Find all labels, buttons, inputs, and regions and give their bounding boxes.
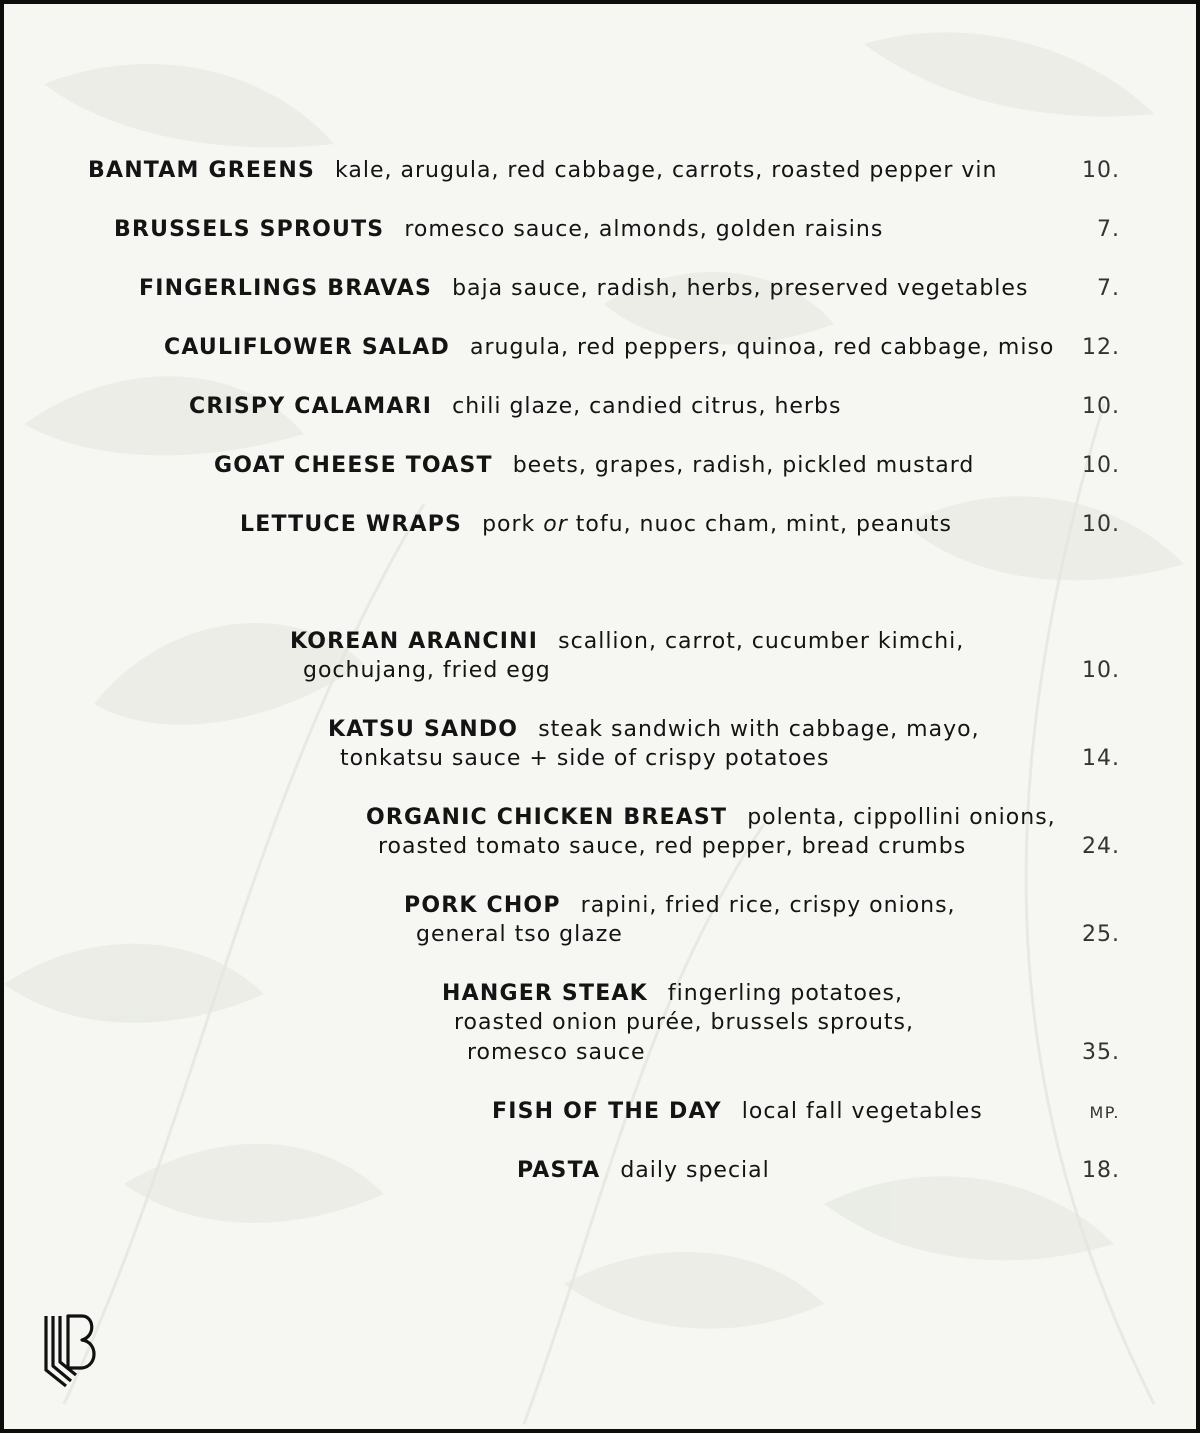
item-name: BANTAM GREENS bbox=[88, 158, 315, 183]
item-price: 14. bbox=[1082, 746, 1120, 771]
item-description: chili glaze, candied citrus, herbs bbox=[452, 394, 842, 419]
menu-item-bantam-greens bbox=[88, 156, 997, 185]
item-price: 10. bbox=[1082, 394, 1120, 419]
item-price: 10. bbox=[1082, 158, 1120, 183]
item-description: baja sauce, radish, herbs, preserved vegetables bbox=[452, 276, 1029, 301]
item-description: romesco sauce, almonds, golden raisins bbox=[404, 217, 884, 242]
item-price: 10. bbox=[1082, 512, 1120, 537]
item-name: KOREAN ARANCINI bbox=[290, 629, 539, 654]
item-description: local fall vegetables bbox=[741, 1099, 983, 1124]
item-name: PASTA bbox=[517, 1158, 601, 1183]
item-description: rapini, fried rice, crispy onions, bbox=[580, 893, 956, 918]
item-description: fingerling potatoes, bbox=[667, 981, 903, 1006]
item-name: BRUSSELS SPROUTS bbox=[114, 217, 385, 242]
item-price: 7. bbox=[1097, 217, 1120, 242]
item-price: 25. bbox=[1082, 922, 1120, 947]
item-description-line2: roasted onion purée, brussels sprouts, bbox=[454, 1010, 914, 1035]
item-description-line2: gochujang, fried egg bbox=[303, 658, 551, 683]
item-name: FISH OF THE DAY bbox=[492, 1099, 722, 1124]
item-description-line2: roasted tomato sauce, red pepper, bread crumbs bbox=[378, 834, 967, 859]
item-name: GOAT CHEESE TOAST bbox=[214, 453, 493, 478]
item-description-post: tofu, nuoc cham, mint, peanuts bbox=[567, 512, 952, 537]
menu-item-fingerlings-bravas bbox=[139, 274, 1028, 303]
item-description: kale, arugula, red cabbage, carrots, roasted pepper vin bbox=[335, 158, 998, 183]
item-description: scallion, carrot, cucumber kimchi, bbox=[558, 629, 965, 654]
item-price: 7. bbox=[1097, 276, 1120, 301]
menu-item-pork-chop bbox=[404, 891, 956, 920]
menu-item-hanger-steak bbox=[442, 979, 903, 1008]
item-description-pre: pork bbox=[482, 512, 544, 537]
item-price: 12. bbox=[1082, 335, 1120, 360]
item-description-line2: general tso glaze bbox=[416, 922, 623, 947]
item-description: beets, grapes, radish, pickled mustard bbox=[512, 453, 975, 478]
menu-item-brussels-sprouts bbox=[114, 215, 883, 244]
menu-item-lettuce-wraps bbox=[240, 510, 952, 539]
item-name: HANGER STEAK bbox=[442, 981, 648, 1006]
item-description: arugula, red peppers, quinoa, red cabbage, miso bbox=[470, 335, 1055, 360]
item-name: PORK CHOP bbox=[404, 893, 561, 918]
item-name: FINGERLINGS BRAVAS bbox=[139, 276, 433, 301]
item-description: daily special bbox=[620, 1158, 770, 1183]
menu-item-fish-of-the-day bbox=[492, 1097, 983, 1126]
item-description-line2: tonkatsu sauce + side of crispy potatoes bbox=[340, 746, 830, 771]
menu-item-goat-cheese-toast bbox=[214, 451, 974, 480]
item-description: polenta, cippollini onions, bbox=[747, 805, 1056, 830]
item-name: CAULIFLOWER SALAD bbox=[164, 335, 451, 360]
restaurant-logo-icon bbox=[42, 1310, 102, 1390]
menu-item-crispy-calamari bbox=[189, 392, 841, 421]
menu-item-korean-arancini bbox=[290, 627, 964, 656]
menu-item-cauliflower-salad bbox=[164, 333, 1054, 362]
menu-item-pasta bbox=[517, 1156, 770, 1185]
item-description: steak sandwich with cabbage, mayo, bbox=[538, 717, 980, 742]
item-name: ORGANIC CHICKEN BREAST bbox=[366, 805, 728, 830]
menu-item-organic-chicken-breast bbox=[366, 803, 1056, 832]
item-price: 18. bbox=[1082, 1158, 1120, 1183]
item-description-line3: romesco sauce bbox=[467, 1040, 646, 1065]
item-price: 24. bbox=[1082, 834, 1120, 859]
item-price: 10. bbox=[1082, 658, 1120, 683]
item-price: MP. bbox=[1089, 1103, 1120, 1122]
item-name: KATSU SANDO bbox=[328, 717, 519, 742]
item-price: 35. bbox=[1082, 1040, 1120, 1065]
item-description-or: or bbox=[543, 512, 568, 537]
item-name: LETTUCE WRAPS bbox=[240, 512, 463, 537]
menu-item-katsu-sando bbox=[328, 715, 980, 744]
item-name: CRISPY CALAMARI bbox=[189, 394, 433, 419]
item-price: 10. bbox=[1082, 453, 1120, 478]
